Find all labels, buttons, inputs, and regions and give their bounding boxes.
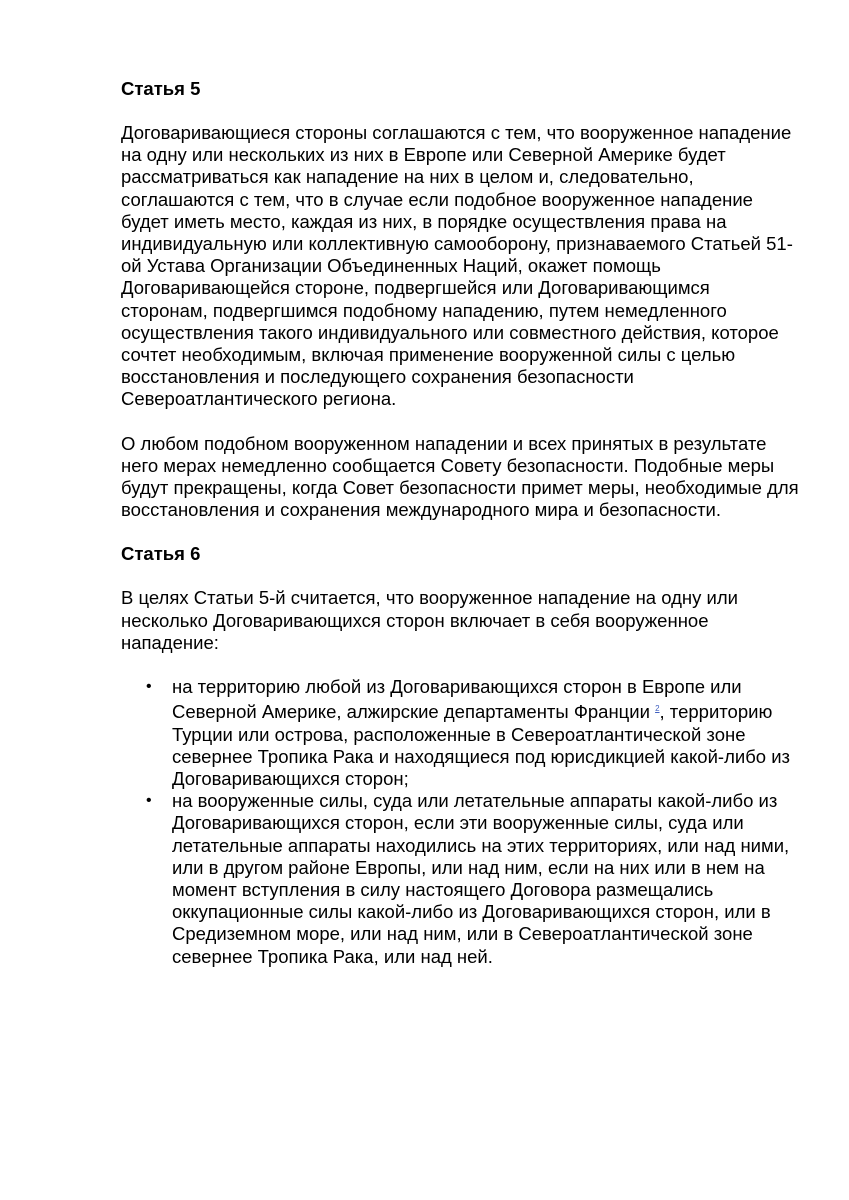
article-5-paragraph-2: О любом подобном вооруженном нападении и всех принятых в результате него мерах немедленно сообщается Совету безопасности. Подобные меры будут прекращены, когда Совет безопасности примет меры, необходимые для восстановления и сохранения международного мира и безопасности. bbox=[121, 432, 799, 521]
list-item bbox=[121, 676, 801, 790]
bullet-icon: • bbox=[146, 678, 152, 696]
list-item-text: на вооруженные силы, суда или летательные аппараты какой-либо из Договаривающихся сторон, если эти вооруженные силы, суда или летательные аппараты находились на этих территориях, или над ними, или в другом районе Европы, или над ним, если на них или в нем на момент вступления в силу настоящего Договора размещались оккупационные силы какой-либо из Договаривающихся сторон, или в Средиземном море, или над ним, или в Североатлантической зоне севернее Тропика Рака, или над ней. bbox=[172, 790, 790, 967]
list-item bbox=[121, 790, 801, 968]
bullet-icon: • bbox=[146, 792, 152, 810]
list-item-text: на территорию любой из Договаривающихся сторон в Европе или Северной Америке, алжирские департаменты Франции bbox=[172, 676, 742, 723]
article-6-list bbox=[121, 676, 801, 968]
article-5-heading: Статья 5 bbox=[121, 78, 201, 99]
footnote-link[interactable]: 2 bbox=[655, 704, 660, 714]
article-5-paragraph-1: Договаривающиеся стороны соглашаются с тем, что вооруженное нападение на одну или нескольких из них в Европе или Северной Америке будет рассматриваться как нападение на них в целом и, следовательно, соглашаются с тем, что в случае если подобное вооруженное нападение будет иметь место, каждая из них, в порядке осуществления права на индивидуальную или коллективную самооборону, признаваемого Статьей 51-ой Устава Организации Объединенных Наций, окажет помощь Договаривающейся стороне, подвергшейся или Договаривающимся сторонам, подвергшимся подобному нападению, путем немедленного осуществления такого индивидуального или совместного действия, которое сочтет необходимым, включая применение вооруженной силы с целью восстановления и последующего сохранения безопасности Североатлантического региона. bbox=[121, 122, 793, 410]
list-item-text-continued: , территорию Турции или острова, расположенные в Североатлантической зоне севернее Тропика Рака и находящиеся под юрисдикцией какой-либо из Договаривающихся сторон; bbox=[172, 701, 791, 790]
article-6-intro: В целях Статьи 5-й считается, что вооруженное нападение на одну или несколько Договаривающихся сторон включает в себя вооруженное нападение: bbox=[121, 587, 738, 653]
document-page bbox=[121, 78, 801, 968]
article-6-heading: Статья 6 bbox=[121, 543, 201, 565]
